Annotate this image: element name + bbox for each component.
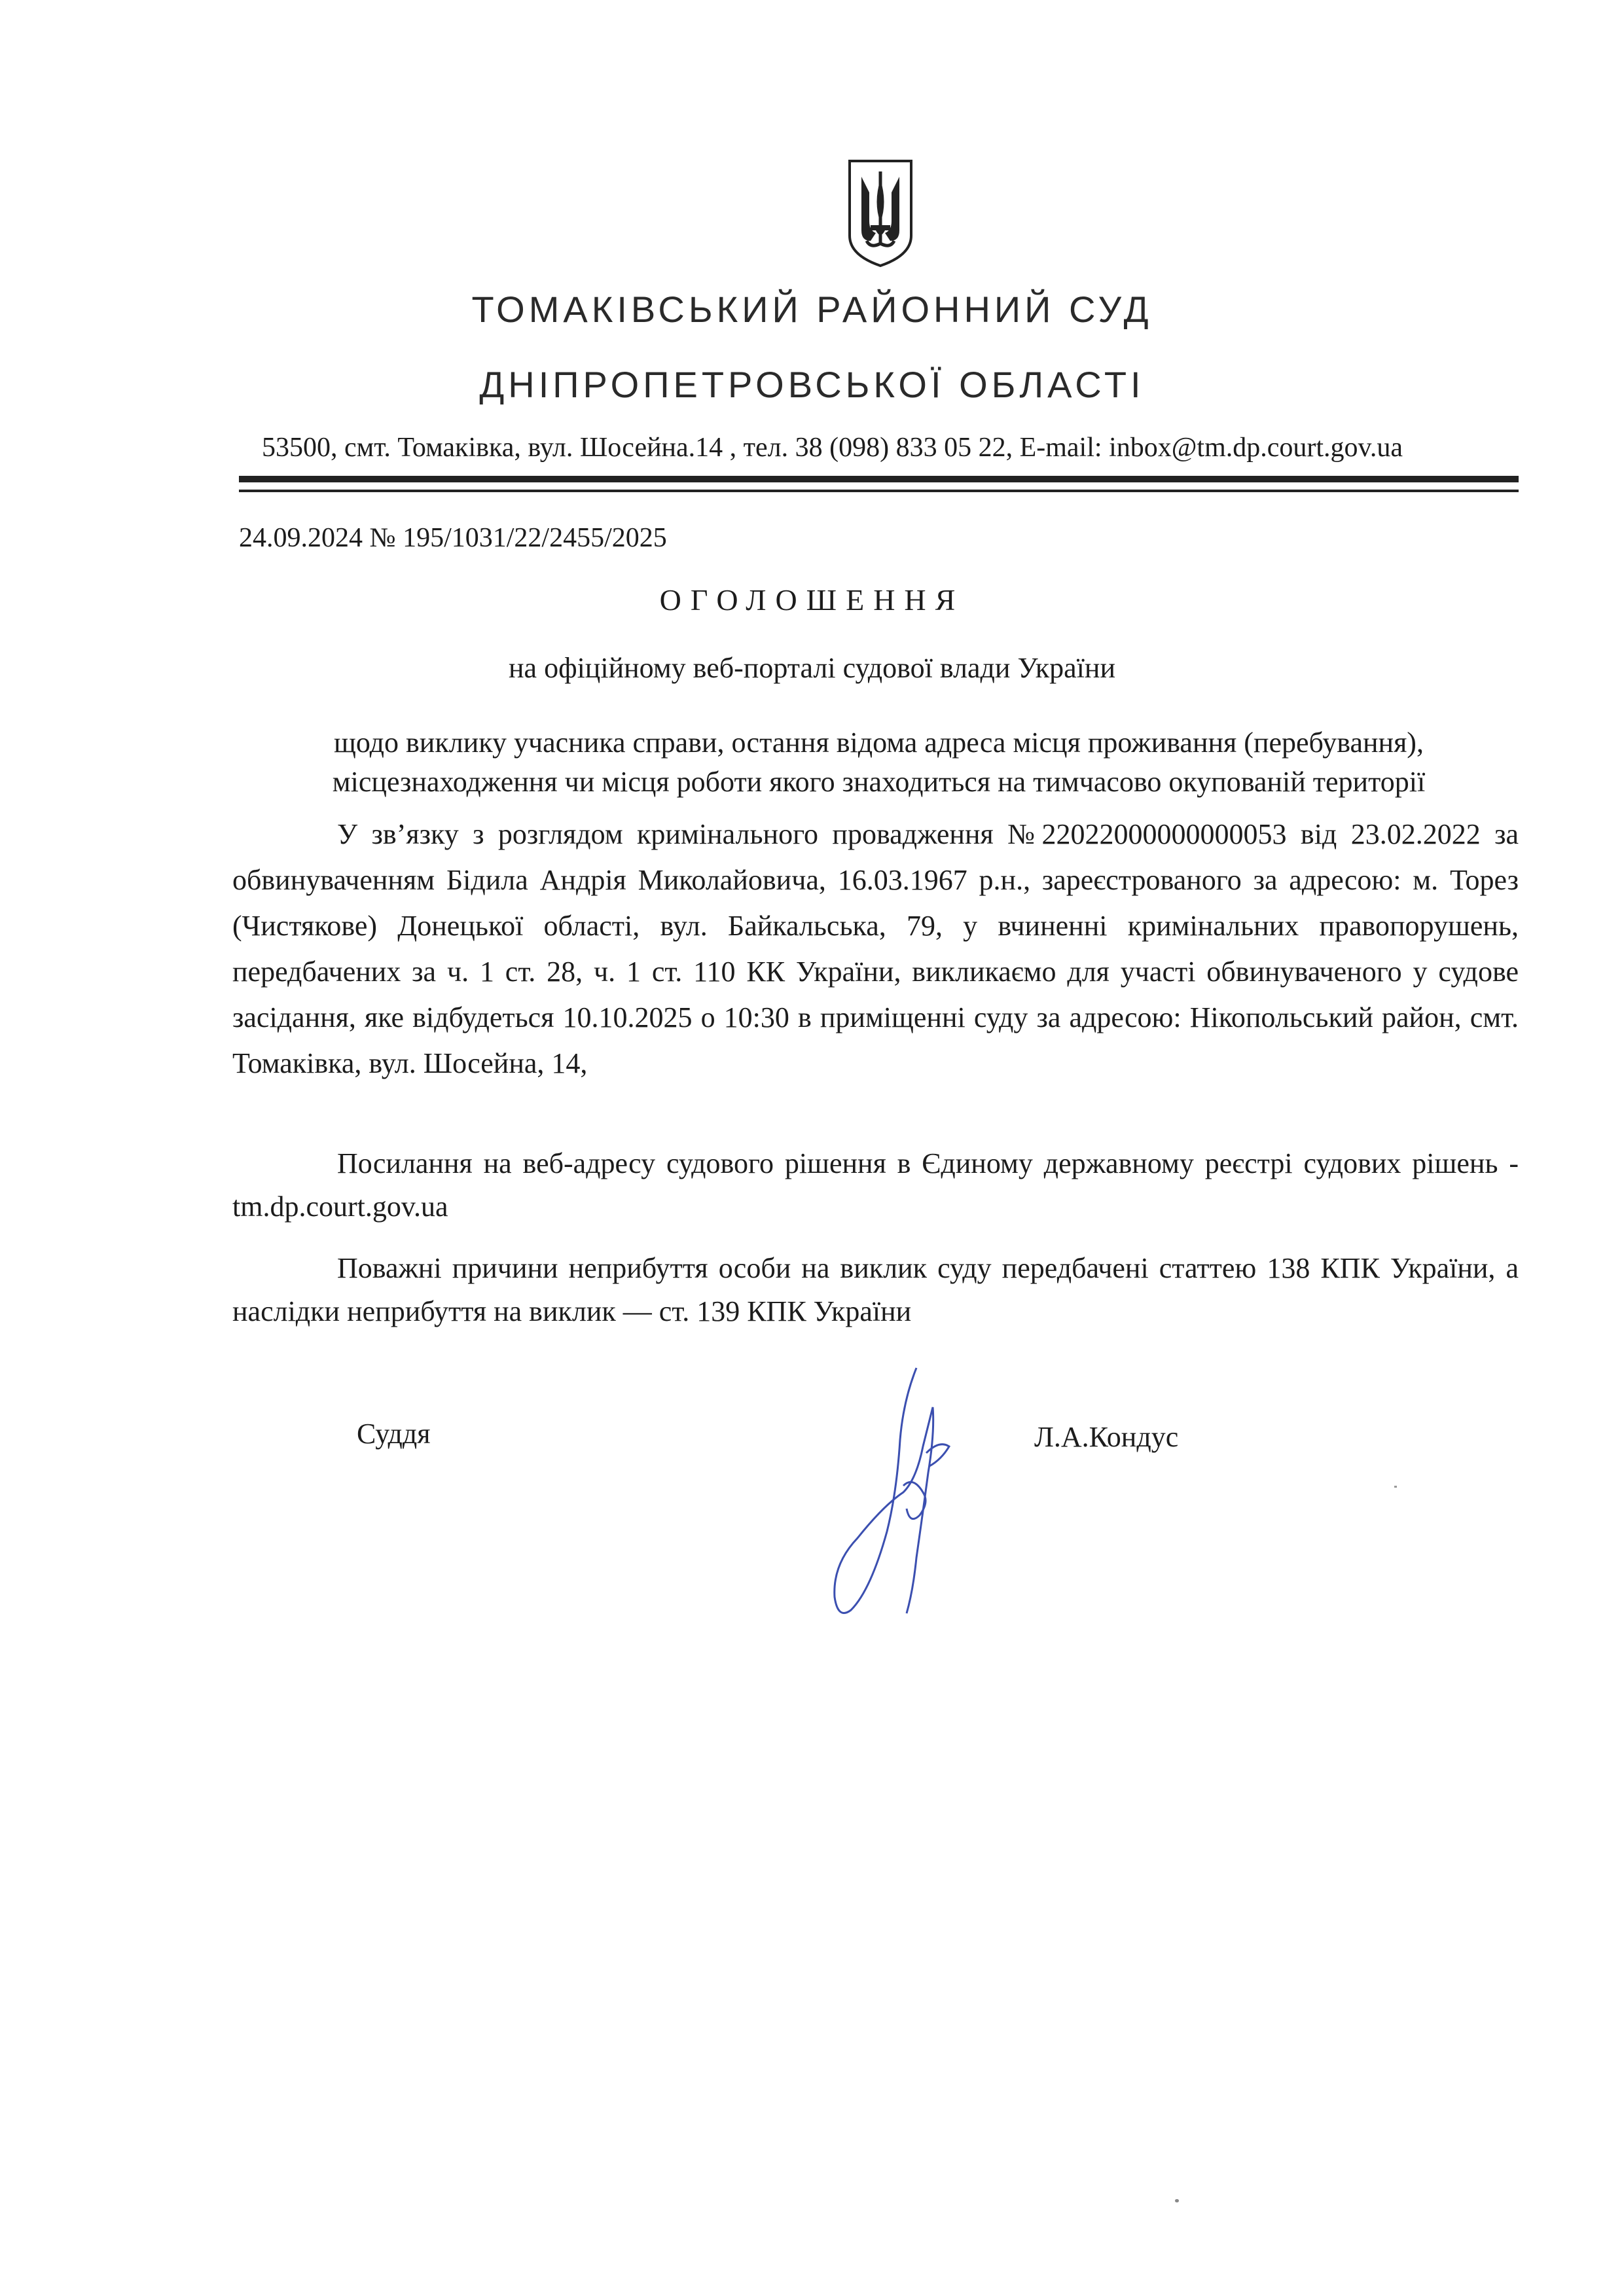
reference-number: 24.09.2024 № 195/1031/22/2455/2025 [239, 523, 667, 553]
body-paragraph-summons: У зв’язку з розглядом кримінального провадження №22022000000000053 від 23.02.2022 за обвинуваченням Бідила Андрія Миколайовича, 16.03.1967 р.н., зареєстрованого за адресою: м. Торез (Чистякове) Донецької області, вул. Байкальська, 79, у вчиненні кримінальних правопорушень, передбачених за ч. 1 ст. 28, ч. 1 ст. 110 КК України, викликаємо для участі обвинуваченого у судове засідання, яке відбудеться 10.10.2025 о 10:30 в приміщенні суду за адресою: Нікопольський район, смт. Томаківка, вул. Шосейна, 14, [232, 818, 1519, 1079]
header-divider [239, 476, 1519, 482]
signature-icon [825, 1361, 969, 1623]
court-address: 53500, смт. Томаківка, вул. Шосейна.14 , тел. 38 (098) 833 05 22, E-mail: inbox@tm.dp.court.gov.ua [262, 433, 1403, 463]
body-paragraph-reasons: Поважні причини неприбуття особи на виклик суду передбачені статтею 138 КПК України, а наслідки неприбуття на виклик — ст. 139 КПК України [232, 1252, 1519, 1327]
notice-title: ОГОЛОШЕННЯ [659, 583, 965, 617]
judge-label: Суддя [357, 1418, 431, 1450]
scan-speck [1394, 1486, 1397, 1488]
portal-line: на офіційному веб-порталі судової влади України [509, 652, 1115, 684]
coat-of-arms-icon [844, 157, 916, 268]
scan-speck [1175, 2199, 1179, 2202]
body-paragraph-registry-link: Посилання на веб-адресу судового рішення в Єдиному державному реєстрі судових рішень - tm.dp.court.gov.ua [232, 1147, 1519, 1223]
court-name-line2: ДНІПРОПЕТРОВСЬКОЇ ОБЛАСТІ [479, 364, 1145, 405]
notice-subject: щодо виклику учасника справи, остання відома адреса місця проживання (перебування), місцезнаходження чи місця роботи якого знаходиться на тимчасово окупованій території [332, 726, 1426, 798]
court-name-line1: ТОМАКІВСЬКИЙ РАЙОННИЙ СУД [471, 289, 1153, 330]
judge-name: Л.А.Кондус [1034, 1421, 1179, 1453]
header-divider-thin [239, 490, 1519, 492]
